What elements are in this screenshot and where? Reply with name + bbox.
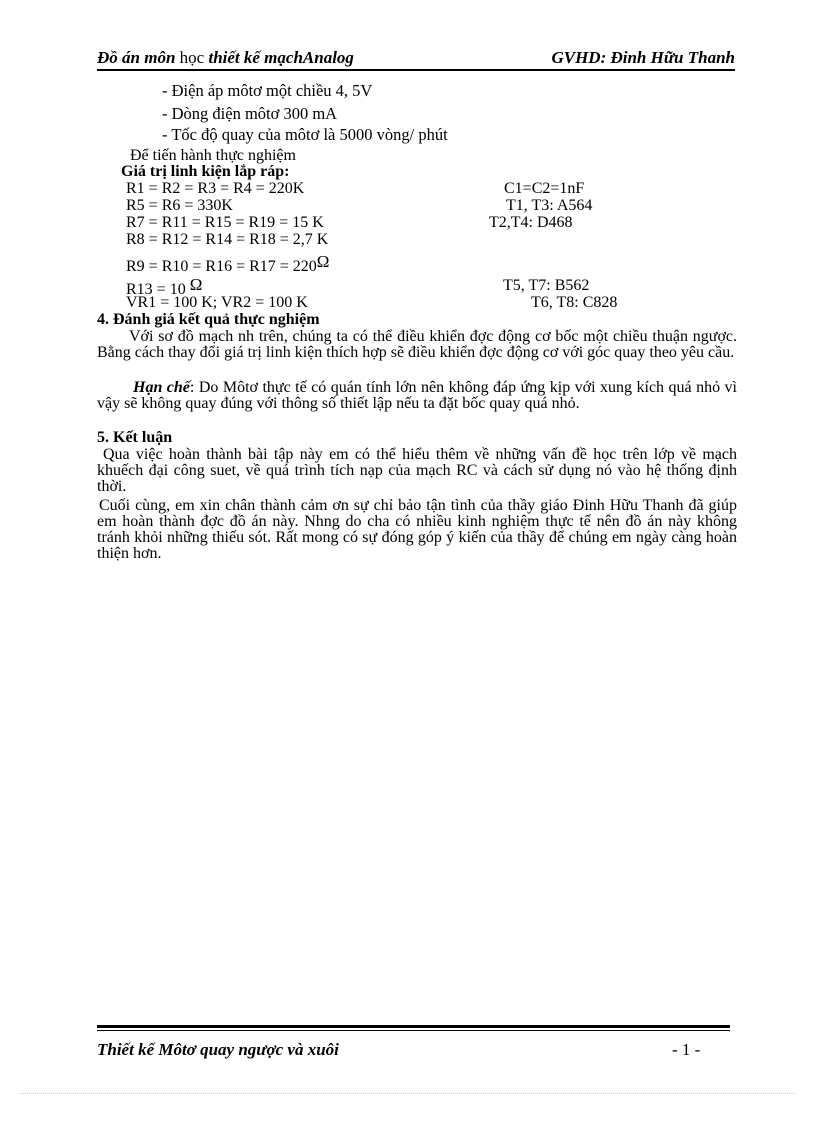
omega-symbol: Ω (189, 275, 203, 294)
section5-title: 5. Kết luận (97, 429, 173, 446)
component-r8: R8 = R12 = R14 = R18 = 2,7 K (126, 231, 329, 248)
limitation-label: Hạn chế (133, 379, 190, 396)
header-rule (97, 69, 735, 71)
component-r13-text: R13 = 10 (126, 281, 186, 298)
components-heading: Giá trị linh kiện lắp ráp: (121, 163, 290, 180)
omega-symbol: Ω (316, 252, 330, 271)
section4-limitation (97, 380, 737, 412)
spec-speed: - Tốc độ quay của môtơ là 5000 vòng/ phút (162, 125, 448, 144)
component-r9 (126, 254, 329, 275)
component-r1: R1 = R2 = R3 = R4 = 220K (126, 180, 305, 197)
section4-title: 4. Đánh giá kết quả thực nghiệm (97, 311, 320, 328)
spec-voltage: - Điện áp môtơ một chiều 4, 5V (162, 81, 373, 100)
component-c1: C1=C2=1nF (504, 180, 585, 197)
footer-rule-thick (97, 1025, 730, 1028)
header-course (97, 48, 354, 68)
spec-current: - Dòng điện môtơ 300 mA (162, 104, 338, 123)
header-course-part1: Đồ án môn (97, 48, 176, 67)
header-course-part2: học (175, 48, 209, 67)
component-t1: T1, T3: A564 (506, 197, 593, 214)
footer-rule-thin (97, 1030, 730, 1031)
section5-paragraph1: Qua việc hoàn thành bài tập này em có thể hiểu thêm về những vấn đề học trên lớp về mạch khuếch đại công suet, về quá trình tích nạp của mạch RC và cách sử dụng nó vào hệ thống định thời. (97, 446, 737, 495)
page-header (97, 48, 735, 68)
component-vr: VR1 = 100 K; VR2 = 100 K (126, 294, 308, 311)
intro-text: Để tiến hành thực nghiệm (130, 147, 296, 164)
component-t5: T5, T7: B562 (503, 277, 590, 294)
component-r7: R7 = R11 = R15 = R19 = 15 K (126, 214, 324, 231)
section4-paragraph: Với sơ đồ mạch nh trên, chúng ta có thể điều khiển đợc động cơ bốc một chiều thuận ngược. Bằng cách thay đổi giá trị linh kiện thích hợp sẽ điều khiển đợc động cơ với góc quay theo yêu cầu. (97, 328, 737, 361)
page-bottom-dots (20, 1093, 796, 1094)
component-r9-text: R9 = R10 = R16 = R17 = 220 (126, 258, 317, 275)
footer-title: Thiết kế Môtơ quay ngược và xuôi (97, 1040, 339, 1059)
section5-paragraph2: Cuối cùng, em xin chân thành cảm ơn sự chỉ bảo tận tình của thầy giáo Đinh Hữu Thanh đã giúp em hoàn thành đợc đồ án này. Nhng do cha có nhiều kinh nghiệm thực tế nên đồ án này không tránh khỏi những thiếu sót. Rất mong có sự đóng góp ý kiến của thầy để chúng em ngày càng hoàn thiện hơn. (97, 497, 737, 562)
limitation-text: : Do Môtơ thực tế có quán tính lớn nên không đáp ứng kịp với xung kích quá nhỏ vì vậy sẽ không quay đúng với thông số thiết lập nếu ta đặt bốc quay quá nhỏ. (97, 379, 738, 412)
page-number: - 1 - (672, 1040, 701, 1059)
header-course-part3: thiết kế mạchAnalog (208, 48, 354, 67)
component-r5: R5 = R6 = 330K (126, 197, 233, 214)
component-t2: T2,T4: D468 (489, 214, 573, 231)
component-t6: T6, T8: C828 (531, 294, 618, 311)
header-supervisor: GVHD: Đinh Hữu Thanh (551, 48, 735, 67)
